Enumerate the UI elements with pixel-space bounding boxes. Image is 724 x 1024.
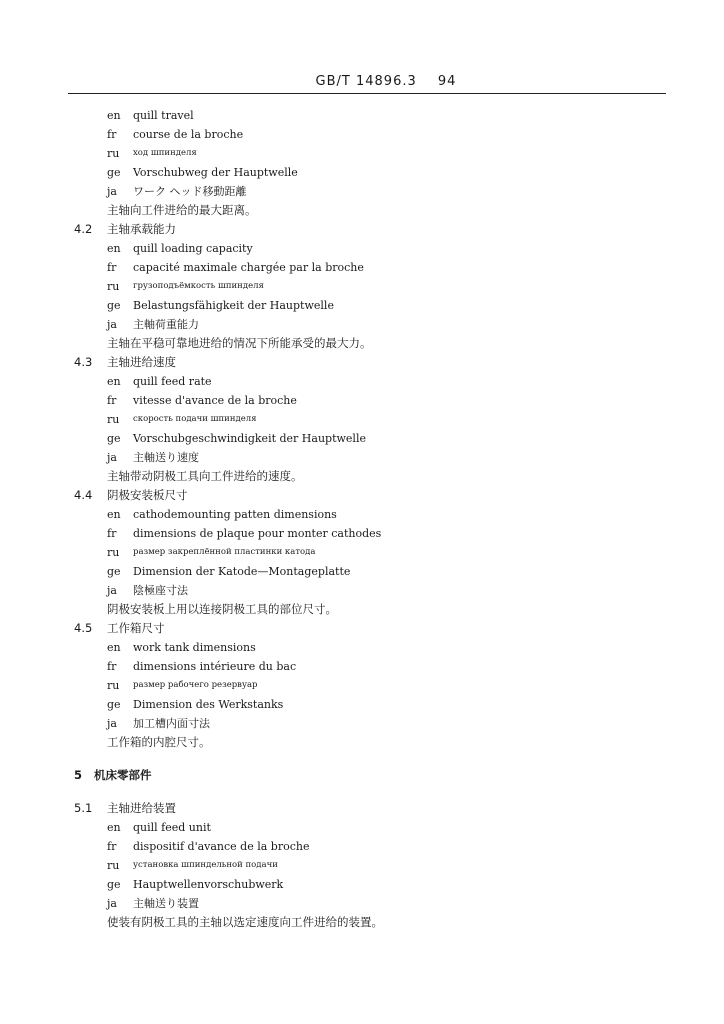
term-text: work tank dimensions [133, 641, 256, 654]
spacer [0, 785, 724, 799]
term-entry-ge [0, 695, 724, 714]
term-entry-ge [0, 875, 724, 894]
definition [0, 733, 724, 752]
term-entry-ge [0, 562, 724, 581]
section-heading [0, 220, 724, 239]
section-title: 机床零部件 [94, 768, 152, 782]
language-code: en [107, 109, 121, 122]
term-text: dimensions intérieure du bac [133, 660, 297, 673]
term-text: размер закреплённой пластинки катода [133, 547, 316, 557]
definition-text: 主轴向工件进给的最大距离。 [107, 203, 257, 217]
language-code: fr [107, 261, 117, 274]
term-entry-en [0, 638, 724, 657]
term-text: quill feed unit [133, 821, 211, 834]
language-code: en [107, 375, 121, 388]
term-text: vitesse d'avance de la broche [133, 394, 297, 407]
section-heading [0, 799, 724, 818]
section-title: 主轴进给速度 [107, 355, 176, 369]
term-text: 主軸送り速度 [133, 451, 199, 464]
document-body [0, 106, 724, 932]
term-text: dispositif d'avance de la broche [133, 840, 310, 853]
section-number: 5.1 [74, 801, 93, 815]
language-code: en [107, 242, 121, 255]
term-entry-ja [0, 182, 724, 201]
term-text: quill feed rate [133, 375, 212, 388]
term-entry-fr [0, 837, 724, 856]
term-text: 陰極座寸法 [133, 584, 188, 597]
definition-text: 工作箱的内腔尺寸。 [107, 735, 211, 749]
term-entry-fr [0, 258, 724, 277]
term-entry-ru [0, 676, 724, 695]
term-entry-ja [0, 581, 724, 600]
term-entry-ru [0, 277, 724, 296]
definition-text: 阴极安装板上用以连接阴极工具的部位尺寸。 [107, 602, 337, 616]
language-code: ja [107, 717, 117, 730]
language-code: fr [107, 527, 117, 540]
term-text: quill loading capacity [133, 242, 253, 255]
section-number: 4.3 [74, 355, 93, 369]
language-code: fr [107, 660, 117, 673]
section-number: 5 [74, 768, 83, 782]
term-text: Dimension des Werkstanks [133, 698, 284, 711]
term-entry-ja [0, 315, 724, 334]
language-code: en [107, 641, 121, 654]
term-entry-en [0, 239, 724, 258]
term-text: скорость подачи шпинделя [133, 414, 257, 424]
term-entry-en [0, 106, 724, 125]
term-entry-ge [0, 296, 724, 315]
language-code: en [107, 821, 121, 834]
term-entry-fr [0, 524, 724, 543]
term-text: размер рабочего резервуар [133, 680, 258, 690]
term-entry-ja [0, 714, 724, 733]
term-entry-ru [0, 543, 724, 562]
section-title: 工作箱尺寸 [107, 621, 165, 635]
definition [0, 467, 724, 486]
term-entry-fr [0, 657, 724, 676]
language-code: fr [107, 840, 117, 853]
language-code: ru [107, 859, 120, 872]
term-text: 加工槽内面寸法 [133, 717, 210, 730]
standard-number: GB/T 14896.3 [315, 74, 417, 89]
section-heading [0, 486, 724, 505]
term-entry-fr [0, 391, 724, 410]
language-code: ru [107, 679, 120, 692]
term-text: dimensions de plaque pour monter cathodes [133, 527, 382, 540]
language-code: ge [107, 878, 121, 891]
language-code: ge [107, 299, 121, 312]
term-text: Hauptwellenvorschubwerk [133, 878, 284, 891]
header-rule [68, 93, 666, 94]
term-text: capacité maximale chargée par la broche [133, 261, 364, 274]
language-code: ge [107, 166, 121, 179]
page-number: 94 [437, 74, 457, 89]
term-text: quill travel [133, 109, 194, 122]
section-heading [0, 353, 724, 372]
term-entry-en [0, 505, 724, 524]
section-number: 4.4 [74, 488, 93, 502]
term-text: Belastungsfähigkeit der Hauptwelle [133, 299, 334, 312]
section-heading [0, 619, 724, 638]
term-text: course de la broche [133, 128, 244, 141]
term-entry-fr [0, 125, 724, 144]
term-entry-en [0, 372, 724, 391]
term-text: Vorschubweg der Hauptwelle [133, 166, 298, 179]
section-title: 主轴承载能力 [107, 222, 176, 236]
definition-text: 主轴在平稳可靠地进给的情况下所能承受的最大力。 [107, 336, 372, 350]
term-text: 主軸送り装置 [133, 897, 199, 910]
language-code: ru [107, 546, 120, 559]
section-title: 主轴进给装置 [107, 801, 176, 815]
language-code: ja [107, 897, 117, 910]
definition-text: 主轴带动阴极工具向工件进给的速度。 [107, 469, 303, 483]
chapter-heading [0, 766, 724, 785]
section-number: 4.2 [74, 222, 93, 236]
section-number: 4.5 [74, 621, 93, 635]
language-code: en [107, 508, 121, 521]
term-text: Vorschubgeschwindigkeit der Hauptwelle [133, 432, 366, 445]
term-entry-ru [0, 856, 724, 875]
term-entry-en [0, 818, 724, 837]
term-text: cathodemounting patten dimensions [133, 508, 337, 521]
term-entry-ge [0, 429, 724, 448]
language-code: ja [107, 318, 117, 331]
language-code: ru [107, 147, 120, 160]
language-code: ja [107, 584, 117, 597]
term-entry-ge [0, 163, 724, 182]
section-title: 阴极安装板尺寸 [107, 488, 188, 502]
language-code: ge [107, 698, 121, 711]
language-code: fr [107, 394, 117, 407]
term-text: 主軸荷重能力 [133, 318, 199, 331]
language-code: ge [107, 432, 121, 445]
term-text: грузоподъёмкость шпинделя [133, 281, 264, 291]
language-code: ru [107, 280, 120, 293]
spacer [0, 752, 724, 766]
definition-text: 使装有阴极工具的主轴以选定速度向工件进给的装置。 [107, 915, 383, 929]
page-header [0, 74, 724, 89]
definition [0, 334, 724, 353]
term-entry-ru [0, 144, 724, 163]
term-text: установка шпиндельной подачи [133, 860, 278, 870]
term-entry-ru [0, 410, 724, 429]
definition [0, 913, 724, 932]
language-code: ja [107, 451, 117, 464]
term-text: Dimension der Katode—Montageplatte [133, 565, 351, 578]
language-code: fr [107, 128, 117, 141]
term-text: ход шпинделя [133, 148, 197, 158]
term-entry-ja [0, 448, 724, 467]
language-code: ru [107, 413, 120, 426]
language-code: ja [107, 185, 117, 198]
term-text: ワーク ヘッド移動距離 [133, 185, 247, 198]
language-code: ge [107, 565, 121, 578]
term-entry-ja [0, 894, 724, 913]
definition [0, 600, 724, 619]
definition [0, 201, 724, 220]
